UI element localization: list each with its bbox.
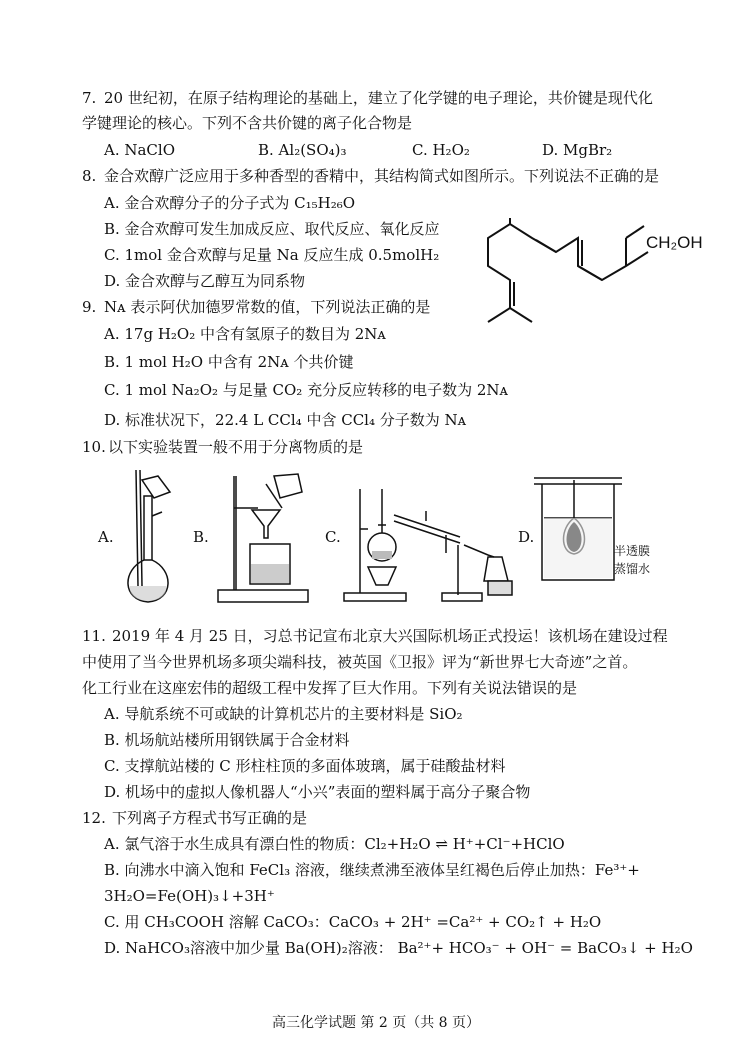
q7-option-b: B. Al₂(SO₄)₃ [258, 141, 347, 159]
distilled-water-label: 蒸馏水 [614, 562, 651, 576]
q10-label-b: B. [193, 528, 209, 546]
q7-stem-line1: 20 世纪初，在原子结构理论的基础上，建立了化学键的电子理论，共价键是现代化 [104, 89, 653, 107]
dialysis-figure [530, 468, 626, 588]
farnesol-structure [478, 218, 708, 330]
q11-option-b: B. 机场航站楼所用钢铁属于合金材料 [104, 731, 350, 749]
q8-stem: 金合欢醇广泛应用于多种香型的香精中，其结构简式如图所示。下列说法不正确的是 [104, 167, 660, 185]
q11-option-d: D. 机场中的虚拟人像机器人“小兴”表面的塑料属于高分子聚合物 [104, 783, 531, 801]
q11-stem-line1: 2019 年 4 月 25 日，习总书记宣布北京大兴国际机场正式投运！该机场在建设过程 [112, 627, 668, 645]
q9-option-b: B. 1 mol H₂O 中含有 2Nᴀ 个共价键 [104, 353, 354, 371]
q10-label-d: D. [518, 528, 535, 546]
q11-stem-line2: 中使用了当今世界机场多项尖端科技，被英国《卫报》评为“新世界七大奇迹”之首。 [82, 653, 638, 671]
volumetric-flask-figure [118, 466, 182, 606]
q7-option-c: C. H₂O₂ [412, 141, 470, 159]
q12-number: 12. [82, 809, 106, 827]
q8-option-d: D. 金合欢醇与乙醇互为同系物 [104, 272, 306, 290]
membrane-label: 半透膜 [614, 544, 651, 558]
q10-label-c: C. [325, 528, 341, 546]
q8-number: 8. [82, 167, 97, 185]
q10-label-a: A. [98, 528, 114, 546]
q12-option-c: C. 用 CH₃COOH 溶解 CaCO₃：CaCO₃ + 2H⁺ =Ca²⁺ + CO₂↑ + H₂O [104, 913, 602, 931]
page-footer: 高三化学试题 第 2 页（共 8 页） [271, 1015, 481, 1031]
q9-option-a: A. 17g H₂O₂ 中含有氢原子的数目为 2Nᴀ [104, 325, 386, 343]
q9-stem: Nᴀ 表示阿伏加德罗常数的值，下列说法正确的是 [104, 298, 431, 316]
q11-number: 11. [82, 627, 106, 645]
q11-option-c: C. 支撑航站楼的 C 形柱柱顶的多面体玻璃，属于硅酸盐材料 [104, 757, 506, 775]
distillation-figure [338, 485, 520, 603]
q7-option-a: A. NaClO [104, 141, 176, 159]
q10-stem: 以下实验装置一般不用于分离物质的是 [108, 438, 364, 456]
q12-option-d: D. NaHCO₃溶液中加少量 Ba(OH)₂溶液： Ba²⁺+ HCO₃⁻ + OH⁻ = BaCO₃↓ + H₂O [104, 939, 693, 957]
q12-stem: 下列离子方程式书写正确的是 [112, 809, 308, 827]
q12-option-a: A. 氯气溶于水生成具有漂白性的物质：Cl₂+H₂O ⇌ H⁺+Cl⁻+HClO [104, 835, 565, 853]
q8-option-a: A. 金合欢醇分子的分子式为 C₁₅H₂₆O [104, 194, 356, 212]
q8-option-b: B. 金合欢醇可发生加成反应、取代反应、氧化反应 [104, 220, 440, 238]
structure-label: CH₂OH [646, 233, 703, 252]
q11-option-a: A. 导航系统不可或缺的计算机芯片的主要材料是 SiO₂ [104, 705, 463, 723]
q12-option-b-line2: 3H₂O=Fe(OH)₃↓+3H⁺ [104, 887, 275, 905]
q7-number: 7. [82, 89, 97, 107]
q10-number: 10. [82, 438, 106, 456]
q7-stem-line2: 学键理论的核心。下列不含共价键的离子化合物是 [82, 114, 413, 132]
q7-option-d: D. MgBr₂ [542, 141, 613, 159]
q12-option-b-line1: B. 向沸水中滴入饱和 FeCl₃ 溶液，继续煮沸至液体呈红褐色后停止加热：Fe³⁺+ [104, 861, 640, 879]
q8-option-c: C. 1mol 金合欢醇与足量 Na 反应生成 0.5molH₂ [104, 246, 440, 264]
q11-stem-line3: 化工行业在这座宏伟的超级工程中发挥了巨大作用。下列有关说法错误的是 [82, 679, 578, 697]
q9-option-c: C. 1 mol Na₂O₂ 与足量 CO₂ 充分反应转移的电子数为 2Nᴀ [104, 381, 509, 399]
q9-number: 9. [82, 298, 97, 316]
filtration-figure [214, 472, 314, 604]
q9-option-d: D. 标准状况下，22.4 L CCl₄ 中含 CCl₄ 分子数为 Nᴀ [104, 411, 467, 429]
